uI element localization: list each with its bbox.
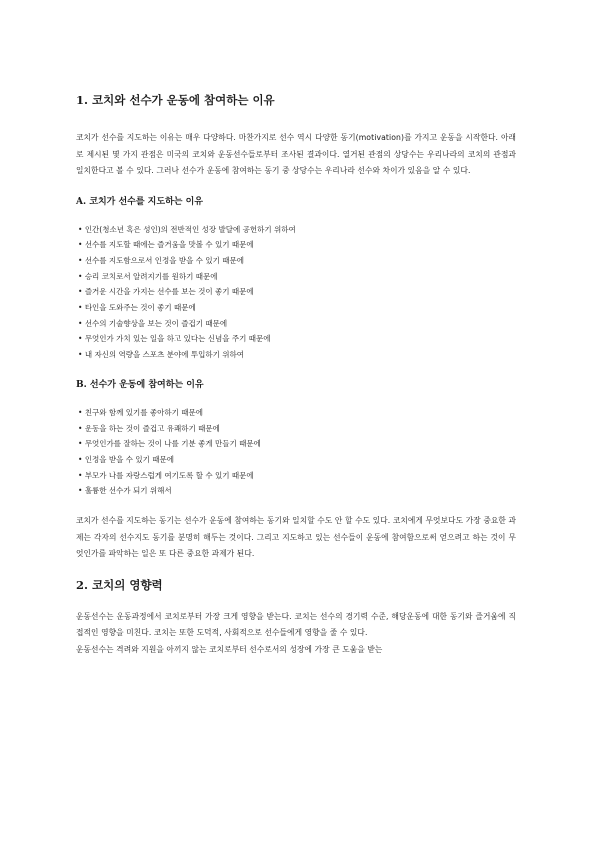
list-item: • 무엇인가 가치 있는 일을 하고 있다는 신념을 주기 때문에 <box>78 331 516 347</box>
list-item: • 선수의 기술향상을 보는 것이 즐겁기 때문에 <box>78 316 516 332</box>
list-item: • 선수를 지도할 때에는 즐거움을 맛볼 수 있기 때문에 <box>78 237 516 253</box>
list-item: • 타인을 도와주는 것이 좋기 때문에 <box>78 300 516 316</box>
list-item: • 내 자신의 역량을 스포츠 분야에 투입하기 위하여 <box>78 347 516 363</box>
section-b-title: B. 선수가 운동에 참여하는 이유 <box>76 379 204 390</box>
section-2-paragraph-2: 운동선수는 격려와 지원을 아끼지 않는 코치로부터 선수로서의 성장에 가장 큰 도움을 받는 <box>76 644 383 654</box>
section-a-list <box>76 222 516 363</box>
list-item: • 무엇인가를 잘하는 것이 나를 기분 좋게 만들기 때문에 <box>78 436 516 452</box>
section-2-title: 2. 코치의 영향력 <box>76 577 163 592</box>
section-a-title: A. 코치가 선수를 지도하는 이유 <box>76 196 203 207</box>
list-item: • 승리 코치로서 알려지기를 원하기 때문에 <box>78 269 516 285</box>
list-item: • 선수를 지도함으로서 인정을 받을 수 있기 때문에 <box>78 253 516 269</box>
list-item: • 인간(청소년 혹은 성인)의 전반적인 성장 발달에 공헌하기 위하여 <box>78 222 516 238</box>
section-1-intro: 코치가 선수를 지도하는 이유는 매우 다양하다. 마찬가지로 선수 역시 다양한 동기(motivation)를 가지고 운동을 시작한다. 아래로 제시된 몇 가지 관점은 미국의 코치와 운동선수들로부터 조사된 결과이다. 열거된 관점의 상당수는 우리나라의 코치의 관점과 일치한다고 볼 수 있다. 그러나 선수가 운동에 참여하는 동기 중 상당수는 우리나라 선수와 차이가 있음을 알 수 있다. <box>76 133 516 175</box>
list-item: • 친구와 함께 있기를 좋아하기 때문에 <box>78 405 516 421</box>
section-b-list <box>76 405 516 499</box>
section-2-paragraph-1: 운동선수는 운동과정에서 코치로부터 가장 크게 영향을 받는다. 코치는 선수의 경기력 수준, 해당운동에 대한 동기와 즐거움에 직접적인 영향을 미친다. 코치는 또한 도덕적, 사회적으로 선수들에게 영향을 줄 수 있다. <box>76 611 516 638</box>
list-item: • 훌륭한 선수가 되기 위해서 <box>78 483 516 499</box>
section-b-closing: 코치가 선수를 지도하는 동기는 선수가 운동에 참여하는 동기와 일치할 수도 안 할 수도 있다. 코치에게 무엇보다도 가장 중요한 과제는 각자의 선수지도 동기를 분명히 해두는 것이다. 그리고 지도하고 있는 선수들이 운동에 참여함으로써 얻으려고 하는 것이 무엇인가를 파악하는 일은 또 다른 중요한 과제가 된다. <box>76 516 516 559</box>
list-item: • 부모가 나를 자랑스럽게 여기도록 할 수 있기 때문에 <box>78 468 516 484</box>
section-1-title: 1. 코치와 선수가 운동에 참여하는 이유 <box>76 93 275 107</box>
list-item: • 인정을 받을 수 있기 때문에 <box>78 452 516 468</box>
document-page <box>76 92 516 658</box>
list-item: • 운동을 하는 것이 즐겁고 유쾌하기 때문에 <box>78 421 516 437</box>
list-item: • 즐거운 시간을 가지는 선수를 보는 것이 좋기 때문에 <box>78 284 516 300</box>
